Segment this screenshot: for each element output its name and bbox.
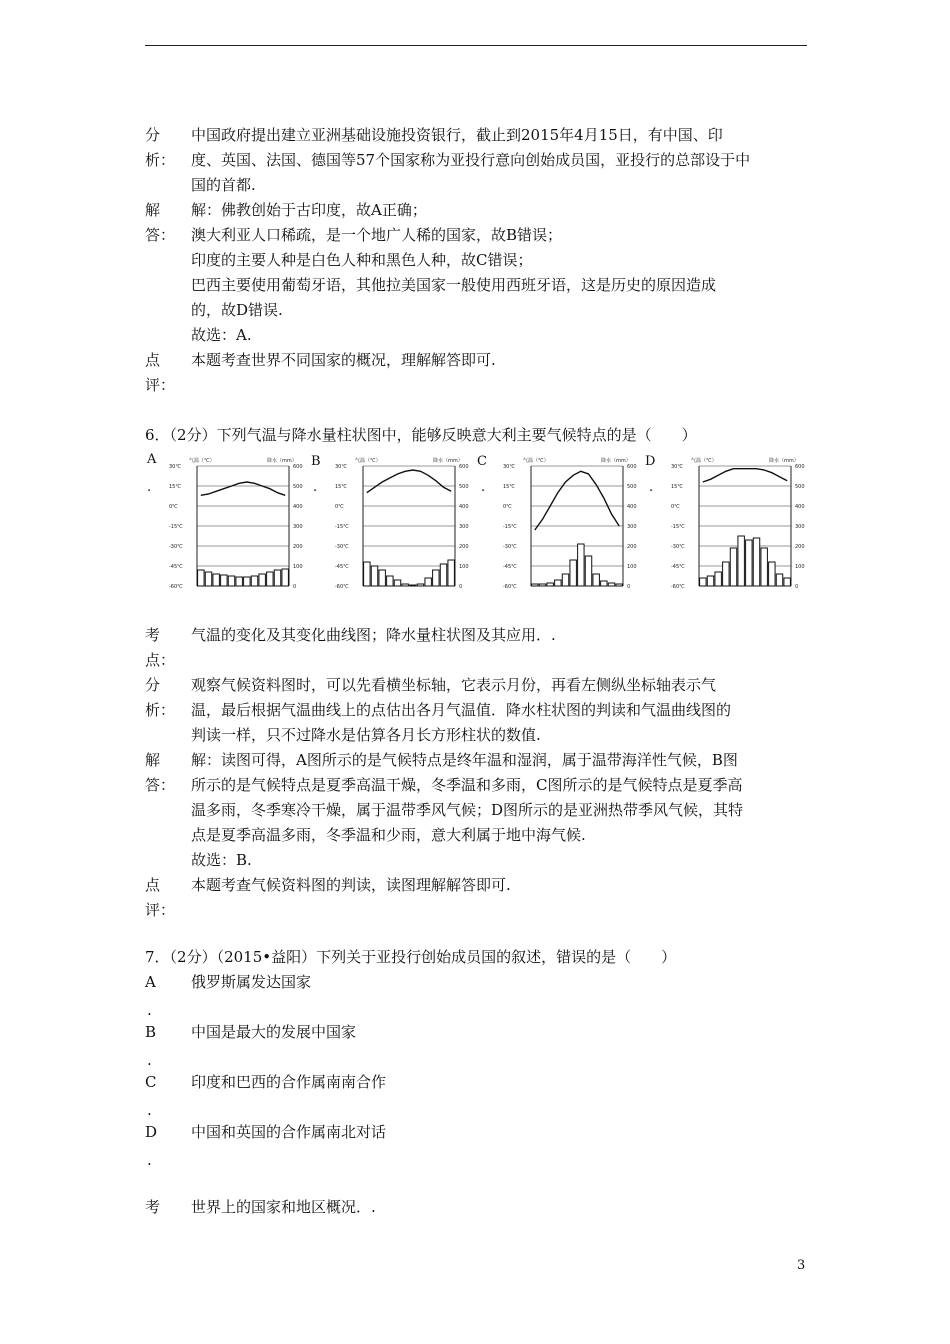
temperature-line [703, 469, 787, 482]
precip-bar [425, 578, 431, 586]
precip-bar [539, 584, 545, 586]
option-text: 俄罗斯属发达国家 [191, 973, 312, 991]
precip-bar [562, 574, 568, 586]
precip-bar [402, 584, 408, 586]
precip-tick-label: 100 [795, 564, 805, 570]
precip-tick-label: 600 [293, 464, 303, 470]
precip-tick-label: 200 [293, 544, 303, 550]
fenxi-line: 度、英国、法国、德国等57个国家称为亚投行意向创始成员国，亚投行的总部设于中 [191, 151, 751, 169]
precip-bar [547, 583, 553, 586]
precip-tick-label: 0 [627, 584, 631, 590]
precip-tick-label: 200 [627, 544, 637, 550]
precip-bar [700, 578, 706, 586]
precip-bar [267, 572, 273, 586]
temp-axis-label: 气温（℃） [355, 458, 381, 464]
precip-bar [746, 540, 752, 586]
temp-tick-label: 0℃ [169, 504, 178, 510]
temp-tick-label: -15℃ [169, 524, 183, 530]
temp-tick-label: -15℃ [671, 524, 685, 530]
precip-tick-label: 200 [795, 544, 805, 550]
q7-option-b[interactable] [145, 1020, 356, 1045]
precip-tick-label: 600 [459, 464, 469, 470]
temp-tick-label: 30℃ [169, 464, 181, 470]
option-letter: C [145, 1073, 157, 1091]
precip-tick-label: 400 [627, 504, 637, 510]
precip-bar [761, 548, 767, 586]
option-letter: B [145, 1023, 157, 1041]
option-letter-a: A [147, 452, 157, 467]
precip-bar [205, 572, 211, 586]
jieda-line: 解：佛教创始于古印度，故A正确； [191, 201, 427, 219]
precip-axis-label: 降水（mm） [433, 458, 463, 464]
jieda-line: 温多雨，冬季寒冷干燥，属于温带季风气候；D图所示的是亚洲热带季风气候，其特 [191, 801, 744, 819]
q7-option-c[interactable] [145, 1070, 386, 1095]
q7-option-d[interactable] [145, 1120, 386, 1145]
temp-tick-label: 15℃ [169, 484, 181, 490]
kaodian-text: 世界上的国家和地区概况．. [191, 1198, 376, 1216]
option-letter-d: D [645, 454, 656, 469]
precip-tick-label: 300 [459, 524, 469, 530]
kaodian-label: 考 [145, 1198, 161, 1216]
q6-analysis [145, 623, 809, 923]
precip-bar [371, 566, 377, 586]
precip-bar [259, 574, 265, 586]
option-dot: . [147, 1151, 152, 1169]
kaodian-label: 考 点： [145, 626, 176, 669]
precip-bar [532, 584, 538, 586]
jieda-line: 澳大利亚人口稀疏，是一个地广人稀的国家，故B错误； [191, 226, 563, 244]
temp-tick-label: -45℃ [169, 564, 183, 570]
q5-dianping [145, 348, 809, 398]
q5-analysis [145, 123, 809, 398]
climate-chart-c [501, 456, 654, 594]
precip-tick-label: 100 [627, 564, 637, 570]
temp-tick-label: -60℃ [503, 584, 517, 590]
temp-tick-label: 0℃ [335, 504, 344, 510]
option-letter: A [145, 973, 156, 991]
precip-tick-label: 500 [459, 484, 469, 490]
temp-tick-label: -60℃ [169, 584, 183, 590]
option-dot: . [649, 480, 654, 495]
kaodian-text: 气温的变化及其变化曲线图；降水量柱状图及其应用．. [191, 626, 556, 644]
precip-bar [753, 538, 759, 586]
option-letter-b: B [311, 454, 321, 469]
precip-bar [244, 577, 250, 586]
precip-bar [221, 575, 227, 586]
precip-bar [593, 574, 599, 586]
precip-bar [282, 569, 288, 586]
precip-bar [433, 570, 439, 586]
header-rule [145, 45, 807, 46]
precip-bar [715, 572, 721, 586]
temp-tick-label: -30℃ [671, 544, 685, 550]
q7-option-a[interactable] [145, 970, 311, 995]
jieda-line: 解：读图可得，A图所示的是气候特点是终年温和湿润，属于温带海洋性气候，B图 [191, 751, 738, 769]
precip-bar [448, 560, 454, 586]
temp-tick-label: 15℃ [503, 484, 515, 490]
precip-bar [228, 576, 234, 586]
precip-bar [394, 580, 400, 586]
precip-axis-label: 降水（mm） [769, 458, 799, 464]
option-dot: . [481, 480, 486, 495]
temp-tick-label: -60℃ [671, 584, 685, 590]
jieda-label: 解 答： [145, 201, 176, 244]
option-letter: D [145, 1123, 158, 1141]
fenxi-label: 分 析： [145, 126, 176, 169]
precip-axis-label: 降水（mm） [601, 458, 631, 464]
precip-bar [738, 536, 744, 586]
dianping-label: 点 评： [145, 876, 176, 919]
q7-analysis [145, 1195, 809, 1220]
jieda-line: 故选：A. [191, 326, 252, 344]
temp-tick-label: 30℃ [335, 464, 347, 470]
precip-tick-label: 0 [459, 584, 463, 590]
temp-tick-label: -30℃ [169, 544, 183, 550]
temperature-line [201, 482, 285, 495]
temp-tick-label: 0℃ [671, 504, 680, 510]
precip-tick-label: 400 [293, 504, 303, 510]
precip-bar [274, 570, 280, 586]
climate-chart-b [333, 456, 486, 594]
page-number: 3 [797, 1258, 806, 1273]
temperature-line [535, 471, 619, 530]
option-dot: . [147, 480, 152, 495]
q6-charts [145, 452, 815, 597]
q6-kaodian [145, 623, 809, 673]
precip-bar [251, 576, 257, 586]
dianping-text: 本题考查气候资料图的判读，读图理解解答即可. [191, 876, 511, 894]
precip-bar [608, 583, 614, 586]
temp-axis-label: 气温（℃） [189, 458, 215, 464]
q5-fenxi [145, 123, 809, 198]
precip-bar [440, 564, 446, 586]
option-letter-c: C [477, 454, 487, 469]
precip-tick-label: 400 [795, 504, 805, 510]
precip-tick-label: 500 [627, 484, 637, 490]
dianping-label: 点 评： [145, 351, 176, 394]
temp-tick-label: 30℃ [503, 464, 515, 470]
q7-stem: 7．（2分）（2015•益阳）下列关于亚投行创始成员国的叙述，错误的是（ ） [145, 948, 677, 966]
precip-tick-label: 0 [293, 584, 297, 590]
fenxi-line: 国的首都. [191, 176, 256, 194]
option-dot: . [313, 480, 318, 495]
q6-fenxi [145, 673, 809, 748]
precip-bar [213, 574, 219, 586]
jieda-line: 所示的是气候特点是夏季高温干燥，冬季温和多雨，C图所示的是气候特点是夏季高 [191, 776, 743, 794]
precip-tick-label: 0 [795, 584, 799, 590]
option-text: 中国是最大的发展中国家 [191, 1023, 357, 1041]
q7-kaodian [145, 1195, 809, 1220]
fenxi-label: 分 析： [145, 676, 176, 719]
temp-tick-label: -45℃ [671, 564, 685, 570]
precip-tick-label: 500 [293, 484, 303, 490]
precip-bar [730, 548, 736, 586]
fenxi-line: 判读一样，只不过降水是估算各月长方形柱状的数值. [191, 726, 541, 744]
temperature-line [367, 470, 451, 493]
jieda-line: 巴西主要使用葡萄牙语，其他拉美国家一般使用西班牙语，这是历史的原因造成 [191, 276, 717, 294]
precip-tick-label: 600 [795, 464, 805, 470]
precip-bar [198, 570, 204, 586]
precip-bar [570, 560, 576, 586]
precip-bar [555, 580, 561, 586]
temp-tick-label: -30℃ [503, 544, 517, 550]
precip-bar [364, 562, 370, 586]
precip-axis-label: 降水（mm） [267, 458, 297, 464]
precip-tick-label: 100 [293, 564, 303, 570]
precip-tick-label: 300 [627, 524, 637, 530]
precip-bar [578, 544, 584, 586]
temp-tick-label: 15℃ [671, 484, 683, 490]
fenxi-line: 观察气候资料图时，可以先看横坐标轴，它表示月份，再看左侧纵坐标轴表示气 [191, 676, 717, 694]
q5-jieda [145, 198, 809, 348]
temp-axis-label: 气温（℃） [691, 458, 717, 464]
q6-dianping [145, 873, 809, 923]
jieda-line: 的，故D错误. [191, 301, 283, 319]
temp-tick-label: -30℃ [335, 544, 349, 550]
temp-tick-label: -15℃ [335, 524, 349, 530]
jieda-line: 印度的主要人种是白色人种和黑色人种，故C错误； [191, 251, 533, 269]
precip-bar [707, 576, 713, 586]
temp-tick-label: -45℃ [335, 564, 349, 570]
precip-tick-label: 300 [293, 524, 303, 530]
precip-tick-label: 400 [459, 504, 469, 510]
precip-bar [379, 570, 385, 586]
precip-tick-label: 300 [795, 524, 805, 530]
temp-tick-label: 0℃ [503, 504, 512, 510]
precip-bar [723, 562, 729, 586]
temp-tick-label: -45℃ [503, 564, 517, 570]
temp-tick-label: -15℃ [503, 524, 517, 530]
precip-bar [417, 584, 423, 586]
precip-bar [784, 578, 790, 586]
q6-stem: 6．（2分）下列气温与降水量柱状图中，能够反映意大利主要气候特点的是（ ） [145, 426, 697, 444]
temp-tick-label: 15℃ [335, 484, 347, 490]
q6-jieda [145, 748, 809, 873]
precip-bar [769, 562, 775, 586]
precip-tick-label: 100 [459, 564, 469, 570]
option-text: 印度和巴西的合作属南南合作 [191, 1073, 387, 1091]
precip-bar [601, 581, 607, 586]
precip-bar [387, 576, 393, 586]
jieda-line: 故选：B. [191, 851, 252, 869]
precip-bar [410, 585, 416, 586]
option-dot: . [147, 1051, 152, 1069]
precip-bar [236, 577, 242, 586]
fenxi-line: 中国政府提出建立亚洲基础设施投资银行，截止到2015年4月15日，有中国、印 [191, 126, 723, 144]
dianping-text: 本题考查世界不同国家的概况，理解解答即可. [191, 351, 496, 369]
precip-bar [585, 556, 591, 586]
precip-tick-label: 500 [795, 484, 805, 490]
precip-bar [776, 574, 782, 586]
precip-tick-label: 200 [459, 544, 469, 550]
climate-chart-a [167, 456, 317, 594]
jieda-label: 解 答： [145, 751, 176, 794]
precip-bar [616, 584, 622, 586]
fenxi-line: 温，最后根据气温曲线上的点估出各月气温值．降水柱状图的判读和气温曲线图的 [191, 701, 732, 719]
precip-tick-label: 600 [627, 464, 637, 470]
jieda-line: 点是夏季高温多雨，冬季温和少雨，意大利属于地中海气候. [191, 826, 586, 844]
temp-tick-label: -60℃ [335, 584, 349, 590]
climate-chart-d [669, 456, 819, 594]
temp-tick-label: 30℃ [671, 464, 683, 470]
option-dot: . [147, 1001, 152, 1019]
option-text: 中国和英国的合作属南北对话 [191, 1123, 387, 1141]
option-dot: . [147, 1101, 152, 1119]
temp-axis-label: 气温（℃） [523, 458, 549, 464]
